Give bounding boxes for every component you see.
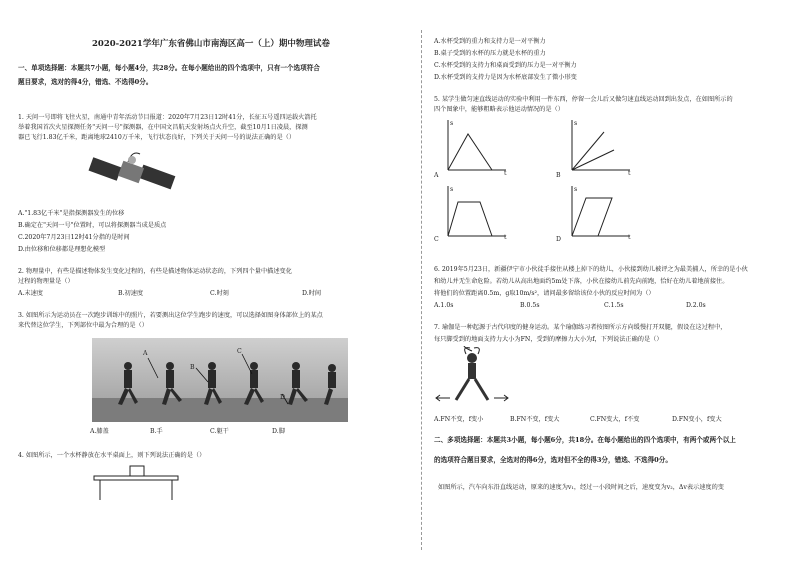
q3-line2: 来代替这位学生，下列部位中最为合理的是（） (18, 322, 148, 329)
q6-line1: 6. 2019年5月23日，新疆伊宁市小伙徒手接住从楼上掉下的幼儿，小伙接到幼儿被评之为最美捕人，所幸的是小伙 (434, 266, 748, 273)
q3-option-d: D.脚 (272, 428, 285, 435)
q7-option-a: A.FN不变，f变小 (434, 416, 484, 423)
q5-line1: 5. 某学生做匀速直线运动的实验中利用一件东西，停留一会儿后又做匀速直线运动回到出发点，在如图所示的 (434, 96, 733, 103)
q1-line1: 1. 天问一号即将飞往火星，南通中青年活动节目报道：2020年7月23日12时41分，长征五号遥四运载火箭托 (18, 114, 317, 121)
q5-label-c: C (434, 236, 439, 243)
section2-line2: 的选项符合题目要求，全选对的得6分，选对但不全的得3分，错选、不选得0分。 (434, 456, 672, 464)
q7-option-b: B.FN不变，f变大 (510, 416, 560, 423)
q2-option-d: D.时间 (302, 290, 322, 297)
q2-option-a: A.末速度 (18, 290, 43, 297)
q1-option-a: A."1.83亿千米"是指探测器发生的位移 (18, 210, 125, 217)
section1-line2: 题目要求，选对的得4分，错选、不选得0分。 (18, 78, 153, 86)
q4-option-c: C.水杯受到的支持力和桌面受到的压力是一对平衡力 (434, 62, 577, 69)
q1-line2: 举着我国首次火星探测任务"天问一号"探测器，在中国文昌航天发射场点火升空，截至10月1日凌晨，探测 (18, 124, 308, 131)
right-column (424, 0, 794, 562)
q3-option-c: C.躯干 (210, 428, 229, 435)
q3-mark-a: A (143, 350, 148, 357)
q3-mark-c: C (237, 348, 242, 355)
q1-line3: 器已飞行1.83亿千米，距离地球2410万千米，飞行状态良好，下列关于天问一号的说法正确的是（） (18, 134, 296, 141)
yoga-figure (432, 346, 512, 406)
page-title: 2020-2021学年广东省佛山市南海区高一（上）期中物理试卷 (92, 39, 330, 49)
section1-line1: 一、单项选择题：本题共7小题，每小题4分，共28分。在每小题给出的四个选项中，只有一个选项符合 (18, 64, 320, 72)
q6-option-b: B.0.5s (520, 302, 540, 309)
satellite-image (88, 148, 178, 198)
q2-option-c: C.时刻 (210, 290, 229, 297)
section2-line1: 二、多项选择题：本题共3小题，每小题6分，共18分。在每小题给出的四个选项中，有两个或两个以上 (434, 436, 736, 444)
q1-option-d: D.由位移和位移都是理想化模型 (18, 246, 106, 253)
q5-d-axis-t: t (628, 234, 631, 241)
q4-option-a: A.水杯受到的重力和支持力是一对平衡力 (434, 38, 546, 45)
q2-line2: 过程的物理量是（） (18, 278, 74, 285)
q8-line1: 如图所示，汽车向东沿直线运动，原来的速度为v₁，经过一小段时间之后，速度变为v₂，Δv表示速度的变 (438, 484, 724, 491)
q5-label-a: A (434, 172, 439, 179)
q6-option-c: C.1.5s (604, 302, 624, 309)
q5-b-axis-s: s (574, 120, 578, 127)
q6-line3: 将他们的位置距离0.5m，g取10m/s²，请问最多留给该位小伙的反应时间为（） (434, 290, 655, 297)
q5-a-axis-s: s (450, 120, 454, 127)
q7-option-c: C.FN变大，f不变 (590, 416, 640, 423)
q6-line2: 和幼儿并无生命危险。若幼儿从高出地面约5m处下落，小伙在接幼儿前先向前跑，恰好在幼儿着地前接住。 (434, 278, 729, 285)
q5-c-axis-t: t (504, 234, 507, 241)
q4-option-d: D.水杯受到的支持力是因为水杯底部发生了微小形变 (434, 74, 577, 81)
q1-option-c: C.2020年7月23日12时41分指的是时间 (18, 234, 130, 241)
q1-option-b: B.确定在"天问一号"位置时，可以将探测器当成是质点 (18, 222, 167, 229)
q4-line1: 4. 如图所示，一个水杯静放在水平桌面上，则下列说法正确的是（） (18, 452, 206, 459)
q5-label-b: B (556, 172, 561, 179)
runner-photo (92, 338, 348, 422)
q7-line2: 每只脚受到的地面支持力大小为FN，受到的摩擦力大小为f，下列说法正确的是（） (434, 336, 663, 343)
q3-option-b: B.手 (150, 428, 163, 435)
q5-a-axis-t: t (504, 170, 507, 177)
q6-option-a: A.1.0s (434, 302, 454, 309)
q5-line2: 四个图象中，能够粗略表示他运动情况的是（） (434, 106, 564, 113)
q6-option-d: D.2.0s (686, 302, 706, 309)
q3-option-a: A.膝盖 (90, 428, 109, 435)
q4-option-b: B.桌子受到的水杯的压力就是水杯的重力 (434, 50, 546, 57)
q5-c-axis-s: s (450, 186, 454, 193)
q3-mark-b: B (190, 364, 195, 371)
q7-line1: 7. 瑜伽是一种起源于古代印度的健身运动。某个瑜伽练习者按图所示方向缓慢打开双腿，假设在这过程中， (434, 324, 727, 331)
q2-line1: 2. 物理量中，有些是描述物体发生变化过程的，有些是描述物体运动状态的，下列四个量中描述变化 (18, 268, 292, 275)
q7-option-d: D.FN变小，f变大 (672, 416, 722, 423)
q5-d-axis-s: s (574, 186, 578, 193)
table-cup-figure (86, 462, 186, 502)
q2-option-b: B.初速度 (118, 290, 144, 297)
q5-label-d: D (556, 236, 561, 243)
column-divider (421, 30, 422, 550)
q3-line1: 3. 如图所示为运动员在一次跑步训练中的照片，若要测出这位学生跑步的速度，可以选择如图身体部位上的某点 (18, 312, 323, 319)
q3-mark-d: D (280, 394, 285, 401)
q5-b-axis-t: t (628, 170, 631, 177)
